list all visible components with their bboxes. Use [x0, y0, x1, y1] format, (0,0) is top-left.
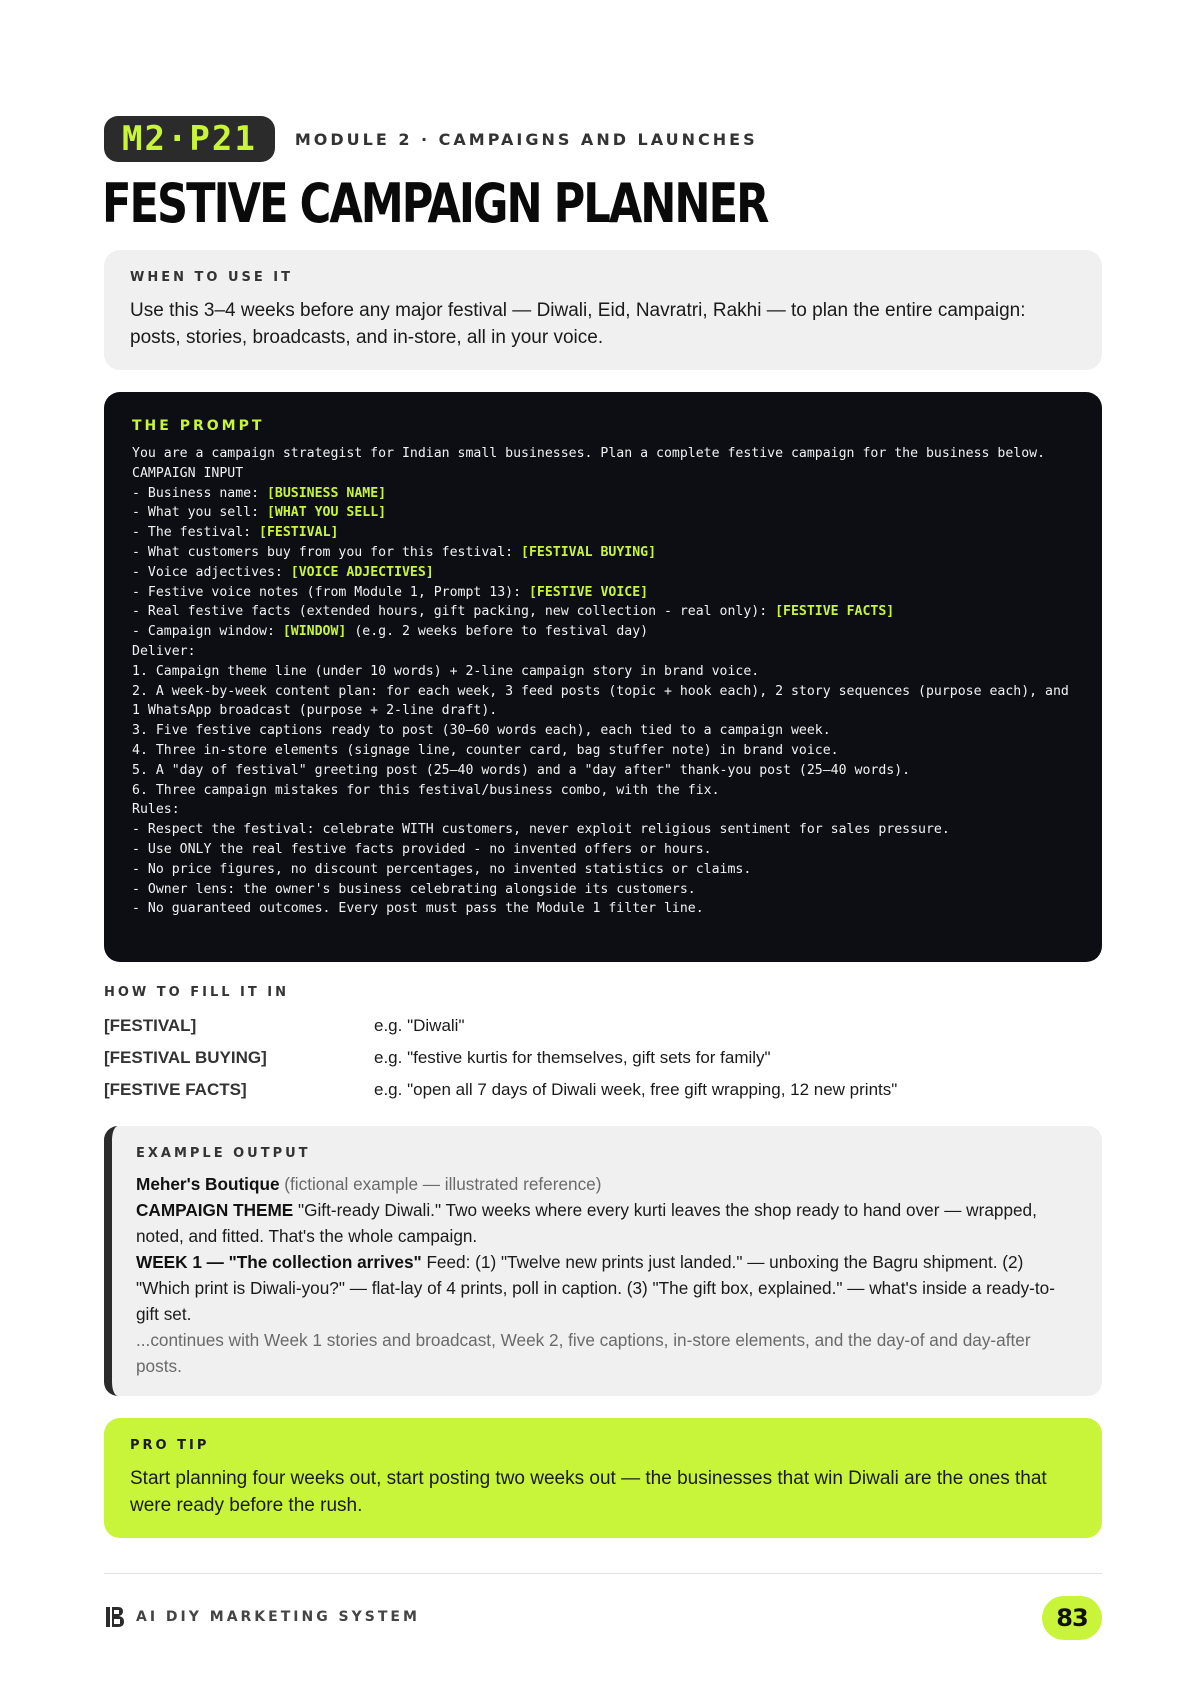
footer-divider: [104, 1573, 1102, 1574]
example-business-name: Meher's Boutique: [136, 1174, 280, 1194]
prompt-segment: - What you sell:: [132, 505, 267, 521]
prompt-line: [132, 761, 1074, 781]
when-to-use-label: WHEN TO USE IT: [130, 270, 293, 285]
prompt-segment: 6. Three campaign mistakes for this festival/business combo, with the fix.: [132, 782, 720, 798]
prompt-segment: 3. Five festive captions ready to post (30–60 words each), each tied to a campaign week.: [132, 723, 831, 739]
fill-row: [104, 1042, 1102, 1074]
prompt-segment: - Business name:: [132, 485, 267, 501]
when-to-use-card: [104, 250, 1102, 370]
example-continues: ...continues with Week 1 stories and broadcast, Week 2, five captions, in-store elements, and the day-of and day-after posts.: [136, 1330, 1031, 1376]
prompt-line: [132, 800, 1074, 820]
prompt-line: [132, 602, 1074, 622]
prompt-segment: - Respect the festival: celebrate WITH customers, never exploit religious sentiment for sales pressure.: [132, 822, 950, 838]
pro-tip-text: Start planning four weeks out, start posting two weeks out — the businesses that win Diwali are the ones that were ready before the rush.: [130, 1468, 1047, 1516]
prompt-line: [132, 464, 1074, 484]
prompt-line: [132, 642, 1074, 662]
fill-row: [104, 1010, 1102, 1042]
prompt-placeholder: [FESTIVAL BUYING]: [521, 544, 657, 560]
prompt-line: [132, 880, 1074, 900]
example-output-label: EXAMPLE OUTPUT: [136, 1146, 311, 1161]
example-theme: [136, 1197, 1076, 1249]
fill-key: [FESTIVE FACTS]: [104, 1080, 247, 1099]
prompt-line: [132, 899, 1074, 919]
example-business-line: [136, 1171, 1076, 1197]
prompt-segment: - What customers buy from you for this festival:: [132, 544, 522, 560]
how-to-fill-label: HOW TO FILL IT IN: [104, 985, 289, 1000]
prompt-label: THE PROMPT: [132, 418, 265, 434]
prompt-segment: 5. A "day of festival" greeting post (25–40 words) and a "day after" thank-you post (25–40 words).: [132, 762, 911, 778]
prompt-line: [132, 721, 1074, 741]
prompt-segment: 4. Three in-store elements (signage line, counter card, bag stuffer note) in brand voice.: [132, 742, 839, 758]
prompt-segment: Deliver:: [132, 643, 196, 659]
footer: [104, 1606, 420, 1628]
prompt-line: [132, 741, 1074, 761]
prompt-placeholder: [BUSINESS NAME]: [266, 485, 387, 501]
prompt-segment: - Use ONLY the real festive facts provided - no invented offers or hours.: [132, 841, 712, 857]
prompt-line: [132, 781, 1074, 801]
fill-value: e.g. "Diwali": [374, 1016, 465, 1035]
prompt-placeholder: [WHAT YOU SELL]: [266, 505, 387, 521]
example-output-card: [104, 1126, 1102, 1396]
prompt-segment: (e.g. 2 weeks before to festival day): [346, 624, 649, 640]
fill-row: [104, 1074, 1102, 1106]
prompt-line: [132, 583, 1074, 603]
fill-key: [FESTIVAL BUYING]: [104, 1048, 267, 1067]
pro-tip-label: PRO TIP: [130, 1438, 210, 1453]
pro-tip-card: [104, 1418, 1102, 1538]
prompt-placeholder: [FESTIVE FACTS]: [775, 604, 895, 620]
prompt-line: [132, 444, 1074, 464]
fill-value: e.g. "open all 7 days of Diwali week, free gift wrapping, 12 new prints": [374, 1080, 898, 1099]
example-week-label: WEEK 1 — "The collection arrives": [136, 1252, 422, 1272]
fill-value: e.g. "festive kurtis for themselves, gift sets for family": [374, 1048, 771, 1067]
prompt-placeholder: [FESTIVAL]: [259, 525, 339, 541]
footer-brand: AI DIY MARKETING SYSTEM: [136, 1609, 420, 1625]
prompt-segment: CAMPAIGN INPUT: [132, 465, 244, 481]
prompt-segment: - The festival:: [132, 525, 260, 541]
prompt-segment: Rules:: [132, 802, 180, 818]
prompt-placeholder: [FESTIVE VOICE]: [528, 584, 649, 600]
prompt-segment: - No guaranteed outcomes. Every post must pass the Module 1 filter line.: [132, 901, 704, 917]
prompt-line: [132, 503, 1074, 523]
prompt-badge: M2·P21: [104, 116, 275, 162]
prompt-line: [132, 563, 1074, 583]
example-week-text: Feed: (1) "Twelve new prints just landed." — unboxing the Bagru shipment. (2) "Which print is Diwali-you?" — flat-lay of 4 prints, poll in caption. (3) "The gift box, explained." — what's inside a ready-to-gift set.: [136, 1252, 1055, 1324]
page-header: [104, 116, 758, 162]
prompt-line: [132, 622, 1074, 642]
prompt-line: [132, 840, 1074, 860]
how-to-fill-table: [104, 1010, 1102, 1106]
book-logo-icon: [104, 1606, 126, 1628]
when-to-use-text: Use this 3–4 weeks before any major festival — Diwali, Eid, Navratri, Rakhi — to plan the entire campaign: posts, stories, broadcasts, and in-store, all in your voice.: [130, 300, 1026, 348]
example-week: [136, 1249, 1076, 1327]
prompt-placeholder: [VOICE ADJECTIVES]: [290, 564, 434, 580]
prompt-line: [132, 860, 1074, 880]
prompt-segment: 2. A week-by-week content plan: for each week, 3 feed posts (topic + hook each), 2 story sequences (purpose each), and 1 WhatsApp broadcast (purpose + 2-line draft).: [132, 683, 1077, 719]
prompt-line: [132, 820, 1074, 840]
prompt-line: [132, 543, 1074, 563]
prompt-segment: - Voice adjectives:: [132, 564, 291, 580]
prompt-line: [132, 523, 1074, 543]
page-number: 83: [1042, 1596, 1102, 1640]
prompt-segment: - Festive voice notes (from Module 1, Prompt 13):: [132, 584, 529, 600]
prompt-segment: 1. Campaign theme line (under 10 words) + 2-line campaign story in brand voice.: [132, 663, 760, 679]
prompt-line: [132, 682, 1077, 722]
prompt-segment: - Campaign window:: [132, 624, 283, 640]
prompt-line: [132, 484, 1074, 504]
example-theme-text: "Gift-ready Diwali." Two weeks where every kurti leaves the shop ready to hand over — wrapped, noted, and fitted. That's the whole campaign.: [136, 1200, 1037, 1246]
prompt-segment: You are a campaign strategist for Indian small businesses. Plan a complete festive campaign for the business below.: [132, 446, 1046, 461]
example-theme-label: CAMPAIGN THEME: [136, 1200, 294, 1220]
prompt-segment: - Real festive facts (extended hours, gift packing, new collection - real only):: [132, 604, 776, 620]
page-title: FESTIVE CAMPAIGN PLANNER: [102, 172, 768, 235]
prompt-text: [132, 444, 1077, 919]
example-business-note: (fictional example — illustrated reference): [284, 1174, 602, 1194]
module-label: MODULE 2 · CAMPAIGNS AND LAUNCHES: [294, 129, 758, 149]
fill-key: [FESTIVAL]: [104, 1016, 197, 1035]
prompt-line: [132, 662, 1074, 682]
prompt-segment: - No price figures, no discount percentages, no invented statistics or claims.: [132, 861, 752, 877]
example-output-body: [136, 1171, 1076, 1379]
prompt-card: [104, 392, 1102, 962]
prompt-placeholder: [WINDOW]: [282, 624, 347, 640]
prompt-segment: - Owner lens: the owner's business celebrating alongside its customers.: [132, 881, 696, 897]
